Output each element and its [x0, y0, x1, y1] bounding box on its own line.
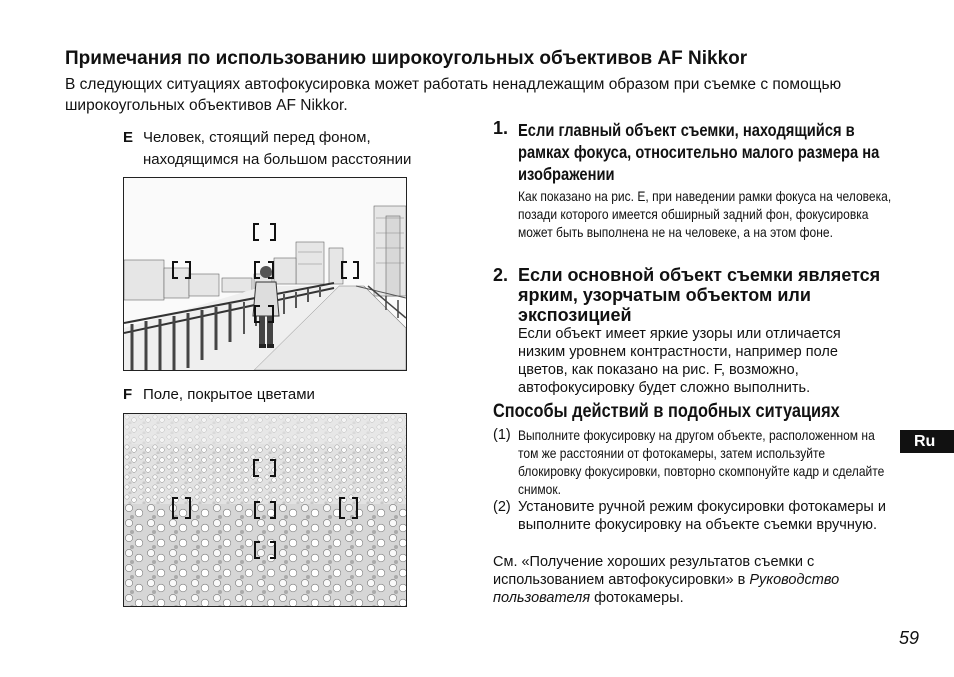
note-text-end: фотокамеры. [590, 590, 684, 606]
figure-e-caption-line2: находящимся на большом расстоянии [143, 151, 412, 168]
section-1-number: 1. [493, 118, 509, 138]
figure-e-label: E [123, 129, 134, 146]
intro-paragraph: В следующих ситуациях автофокусировка может работать ненадлежащим образом при съемке с помощью широкоугольных объективов AF Nikkor. [65, 76, 842, 114]
page-title: Примечания по использованию широкоугольных объективов AF Nikkor [65, 48, 748, 69]
figure-e-photo [123, 177, 407, 371]
page-number: 59 [899, 628, 920, 648]
section-2-body: Если объект имеет яркие узоры или отличается низким уровнем контрастности, например поле цветов, как показано на рис. F, возможно, автофокусировку будет сложно выполнить. [518, 326, 841, 396]
figure-e-caption [123, 127, 463, 171]
figure-f-photo [123, 413, 407, 607]
step-1-text: Выполните фокусировку на другом объекте, расположенном на том же расстоянии от фотокамеры, затем используйте блокировку фокусировки, повторно скомпонуйте кадр и сделайте снимок. [518, 427, 885, 497]
step-2-label: (2) [493, 499, 511, 515]
figure-f-label: F [123, 386, 133, 403]
section-2-number: 2. [493, 265, 509, 285]
step-2-text: Установите ручной режим фокусировки фотокамеры и выполните фокусировку на объекте съемки вручную. [518, 499, 886, 533]
section-1-heading: Если главный объект съемки, находящийся в рамках фокуса, относительно малого размера на изображении [518, 120, 880, 184]
note-text-start: См. «Получение хороших результатов съемки с использованием автофокусировки» в [493, 554, 815, 588]
section-3-heading: Способы действий в подобных ситуациях [493, 401, 840, 422]
language-tab: Ru [900, 430, 954, 453]
step-1-label: (1) [493, 427, 511, 443]
section-2-heading: Если основной объект съемки является ярким, узорчатым объектом или экспозицией [518, 265, 881, 325]
manual-title: Руководство пользователя [493, 572, 840, 606]
figure-f-caption [123, 384, 315, 406]
reference-note [493, 553, 893, 607]
section-1-body: Как показано на рис. E, при наведении рамки фокуса на человека, позади которого имеется обширный задний фон, фокусировка может быть выполнена не на человеке, а на этом фоне. [518, 188, 892, 240]
figure-f-caption-text: Поле, покрытое цветами [143, 386, 315, 403]
figure-e-caption-line1: Человек, стоящий перед фоном, [143, 129, 371, 146]
